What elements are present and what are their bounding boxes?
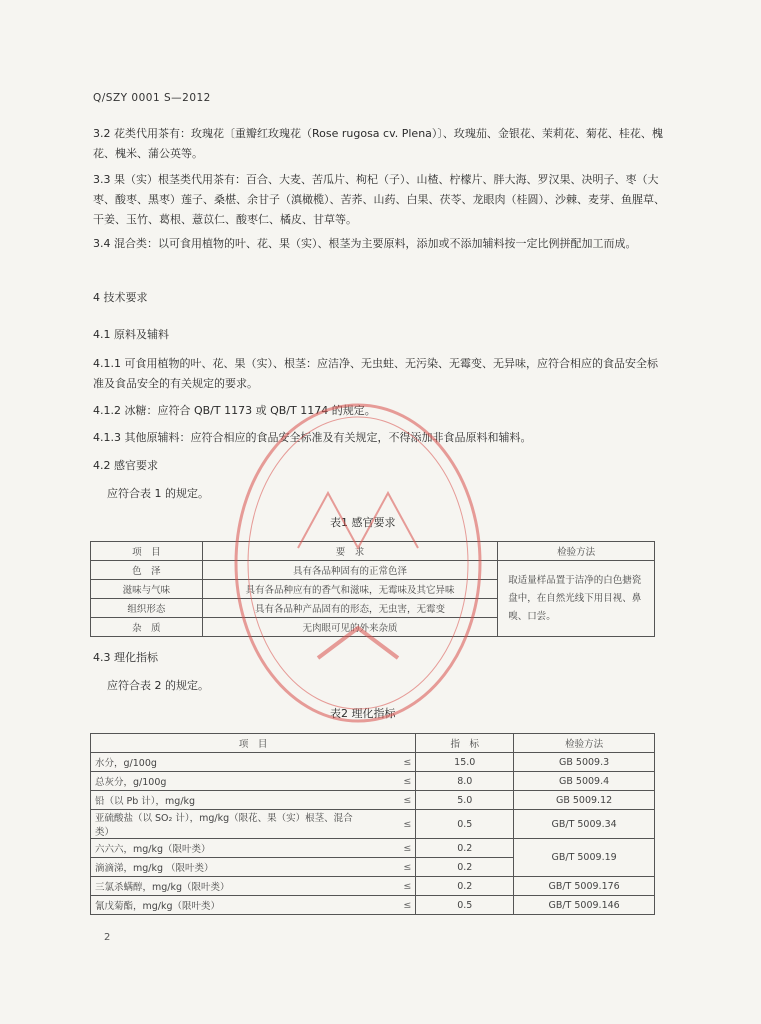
table-row (91, 772, 655, 791)
section-4-2-text: 应符合表 1 的规定。 (107, 487, 209, 500)
section-3-3: 3.3 果（实）根茎类代用茶有：百合、大麦、苦瓜片、枸杞（子）、山楂、柠檬片、胖大海、罗汉果、决明子、枣（大枣、酸枣、黑枣）莲子、桑椹、余甘子（滇橄榄）、苦荞、山药、白果、茯苓、龙眼肉（桂圆）、沙棘、麦芽、鱼腥草、干姜、玉竹、葛根、薏苡仁、酸枣仁、橘皮、甘草等。 (93, 173, 665, 226)
table-row (91, 877, 655, 896)
page-number: 2 (104, 932, 111, 943)
table-cell-value: 0.5 (416, 810, 514, 839)
table-cell-value: 15.0 (416, 753, 514, 772)
table-cell-method: GB 5009.4 (514, 772, 655, 791)
table-row (91, 561, 655, 580)
table-cell-item: 组织形态 (91, 599, 203, 618)
section-4-heading: 4 技术要求 (93, 291, 148, 304)
table-cell-method: GB 5009.3 (514, 753, 655, 772)
table-header-cell: 要 求 (202, 542, 497, 561)
table-cell-item: 三氯杀螨醇，mg/kg（限叶类） (91, 877, 370, 896)
table-cell-requirement: 无肉眼可见的外来杂质 (202, 618, 497, 637)
section-4-2-heading: 4.2 感官要求 (93, 459, 158, 472)
table-cell-sign: ≤ (370, 858, 416, 877)
table-row (91, 810, 655, 839)
table-header-cell: 项 目 (91, 542, 203, 561)
section-4-3-heading: 4.3 理化指标 (93, 651, 158, 664)
table-cell-item: 氰戊菊酯，mg/kg（限叶类） (91, 896, 370, 915)
table-cell-sign: ≤ (370, 753, 416, 772)
section-4-1-3: 4.1.3 其他原辅料：应符合相应的食品安全标准及有关规定，不得添加非食品原料和辅料。 (93, 431, 532, 444)
table-cell-value: 0.5 (416, 896, 514, 915)
table-row (91, 753, 655, 772)
table-header-cell: 检验方法 (498, 542, 655, 561)
table2-caption: 表2 理化指标 (330, 707, 396, 720)
table-cell-value: 0.2 (416, 858, 514, 877)
table-row (91, 896, 655, 915)
table-cell-value: 8.0 (416, 772, 514, 791)
table-cell-method: GB/T 5009.19 (514, 839, 655, 877)
table-cell-item: 滋味与气味 (91, 580, 203, 599)
table-cell-sign: ≤ (370, 791, 416, 810)
table-row (91, 839, 655, 858)
table-row (91, 791, 655, 810)
section-4-1-1: 4.1.1 可食用植物的叶、花、果（实）、根茎：应洁净、无虫蛀、无污染、无霉变、无异味，应符合相应的食品安全标准及食品安全的有关规定的要求。 (93, 357, 658, 390)
table-cell-sign: ≤ (370, 839, 416, 858)
table-cell-sign: ≤ (370, 896, 416, 915)
table-header-cell: 指 标 (416, 734, 514, 753)
table-cell-item: 铅（以 Pb 计），mg/kg (91, 791, 370, 810)
table-cell-item: 色 泽 (91, 561, 203, 580)
sensory-requirements-table (90, 541, 655, 637)
table-cell-value: 0.2 (416, 839, 514, 858)
table1-caption: 表1 感官要求 (330, 516, 396, 529)
table-cell-requirement: 具有各品种应有的香气和滋味，无霉味及其它异味 (202, 580, 497, 599)
physicochemical-indicators-table (90, 733, 655, 915)
table-cell-method: 取适量样品置于洁净的白色搪瓷盘中，在自然光线下用目视、鼻嗅、口尝。 (498, 561, 655, 637)
standard-code: Q/SZY 0001 S—2012 (93, 92, 211, 104)
table-cell-requirement: 具有各品种固有的正常色泽 (202, 561, 497, 580)
table-cell-sign: ≤ (370, 810, 416, 839)
table-cell-method: GB 5009.12 (514, 791, 655, 810)
section-3-4: 3.4 混合类：以可食用植物的叶、花、果（实）、根茎为主要原料，添加或不添加辅料按一定比例拼配加工而成。 (93, 237, 637, 250)
table-cell-item: 总灰分，g/100g (91, 772, 370, 791)
table-cell-method: GB/T 5009.34 (514, 810, 655, 839)
table-header-row (91, 734, 655, 753)
table-cell-value: 5.0 (416, 791, 514, 810)
table-header-row (91, 542, 655, 561)
table-cell-item: 杂 质 (91, 618, 203, 637)
table-cell-method: GB/T 5009.146 (514, 896, 655, 915)
section-3-2: 3.2 花类代用茶有：玫瑰花〔重瓣红玫瑰花（Rose rugosa cv. Plena）〕、玫瑰茄、金银花、茉莉花、菊花、桂花、槐花、槐米、蒲公英等。 (93, 127, 663, 160)
table-cell-value: 0.2 (416, 877, 514, 896)
table-header-cell: 项 目 (91, 734, 416, 753)
table-cell-item: 水分，g/100g (91, 753, 370, 772)
table-cell-item: 六六六，mg/kg（限叶类） (91, 839, 370, 858)
table-cell-method: GB/T 5009.176 (514, 877, 655, 896)
table-cell-item: 亚硫酸盐（以 SO₂ 计），mg/kg（限花、果（实）根茎、混合类） (91, 810, 370, 839)
table-header-cell: 检验方法 (514, 734, 655, 753)
section-4-1-heading: 4.1 原料及辅料 (93, 328, 169, 341)
section-4-1-2: 4.1.2 冰糖：应符合 QB/T 1173 或 QB/T 1174 的规定。 (93, 404, 376, 417)
table-cell-item: 滴滴涕，mg/kg （限叶类） (91, 858, 370, 877)
table-cell-requirement: 具有各品种产品固有的形态，无虫害，无霉变 (202, 599, 497, 618)
section-4-3-text: 应符合表 2 的规定。 (107, 679, 209, 692)
table-cell-sign: ≤ (370, 877, 416, 896)
table-cell-sign: ≤ (370, 772, 416, 791)
